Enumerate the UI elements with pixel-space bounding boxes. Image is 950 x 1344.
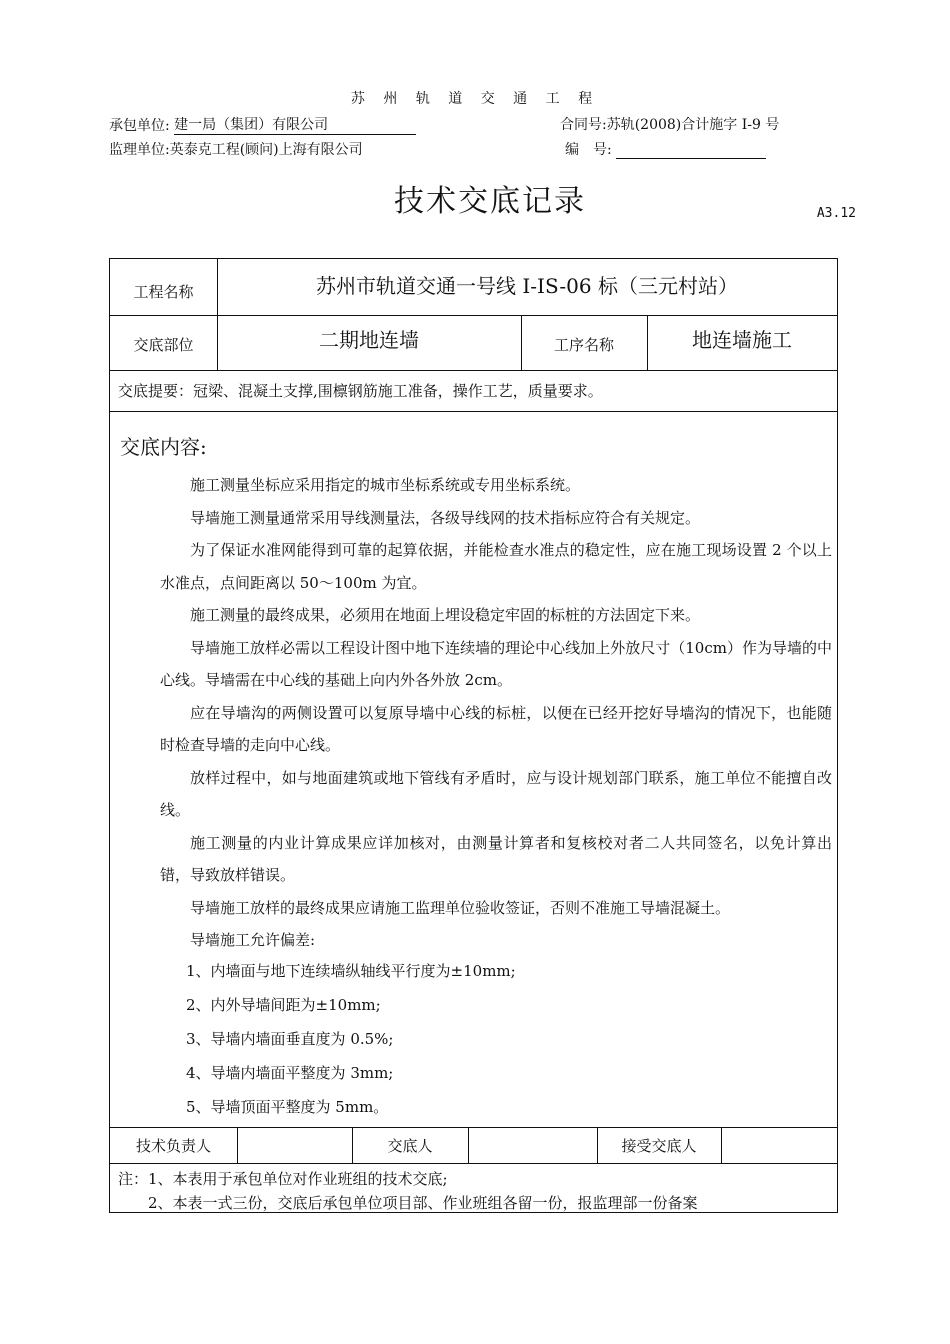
content-paragraph: 应在导墙沟的两侧设置可以复原导墙中心线的标桩，以便在已经开挖好导墙沟的情况下，也能随时检查导墙的走向中心线。 — [160, 703, 832, 754]
presenter-label: 交底人 — [387, 1136, 433, 1155]
contractor-line — [109, 114, 416, 135]
content-paragraph: 导墙施工测量通常采用导线测量法，各级导线网的技术指标应符合有关规定。 — [190, 508, 701, 527]
list-item: 5、导墙顶面平整度为 5mm。 — [186, 1098, 389, 1116]
project-name-value: 苏州市轨道交通一号线 I-IS-06 标（三元村站） — [316, 273, 738, 298]
content-paragraph: 施工测量的最终成果，必须用在地面上埋设稳定牢固的标桩的方法固定下来。 — [190, 606, 701, 624]
tolerance-list — [186, 954, 516, 1124]
contract-no-value: 苏轨(2008)合计施字 I-9 号 — [606, 117, 780, 133]
content-paragraph: 为了保证水准网能得到可靠的起算依据，并能检查水准点的稳定性，应在施工现场设置 2 个以上水准点，点间距离以 50～100m 为宜。 — [160, 541, 832, 592]
contractor-label: 承包单位: — [109, 118, 170, 134]
content-paragraph: 导墙施工允许偏差: — [190, 931, 316, 949]
contract-no-line — [560, 114, 779, 134]
note-line-2: 2、本表一式三份，交底后承包单位项目部、作业班组各留一份，报监理部一份备案 — [148, 1194, 698, 1212]
row-divider — [110, 1163, 837, 1164]
supervisor-value: 英泰克工程(顾问)上海有限公司 — [169, 142, 363, 158]
supervisor-label: 监理单位: — [109, 142, 170, 158]
content-paragraph: 放样过程中，如与地面建筑或地下管线有矛盾时，应与设计规划部门联系，施工单位不能擅自改线。 — [160, 768, 832, 819]
row-divider — [110, 411, 837, 412]
contractor-value: 建一局（集团）有限公司 — [174, 114, 416, 135]
list-item: 4、导墙内墙面平整度为 3mm; — [186, 1064, 394, 1082]
content-paragraph: 施工测量坐标应采用指定的城市坐标系统或专用坐标系统。 — [190, 476, 581, 494]
project-name-label: 工程名称 — [133, 282, 194, 301]
receiver-signature[interactable] — [721, 1127, 837, 1163]
supervisor-line — [109, 139, 363, 159]
serial-label: 编 号: — [565, 142, 612, 158]
form-code: A3.12 — [816, 206, 856, 221]
content-paragraph: 施工测量的内业计算成果应详加核对，由测量计算者和复核校对者二人共同签名，以免计算出错，导致放样错误。 — [160, 833, 832, 884]
process-label: 工序名称 — [553, 336, 614, 354]
presenter-signature[interactable] — [468, 1127, 597, 1163]
content-heading: 交底内容: — [120, 435, 207, 459]
disclosure-form — [109, 258, 838, 1213]
receiver-label: 接受交底人 — [621, 1136, 697, 1155]
serial-line — [565, 139, 766, 159]
content-paragraph: 导墙施工放样必需以工程设计图中地下连续墙的理论中心线加上外放尺寸（10cm）作为导墙的中心线。导墙需在中心线的基础上向内外各外放 2cm。 — [160, 638, 832, 689]
tech-lead-signature[interactable] — [237, 1127, 352, 1163]
document-title: 技术交底记录 — [394, 184, 586, 219]
content-paragraph: 导墙施工放样的最终成果应请施工监理单位验收签证，否则不准施工导墙混凝土。 — [190, 898, 731, 917]
contract-no-label: 合同号: — [560, 117, 607, 133]
content-body — [160, 469, 832, 957]
serial-value — [616, 142, 766, 159]
project-header: 苏 州 轨 道 交 通 工 程 — [350, 91, 600, 107]
note-line-1: 注：1、本表用于承包单位对作业班组的技术交底; — [118, 1170, 448, 1188]
list-item: 2、内外导墙间距为±10mm; — [186, 996, 381, 1014]
list-item: 3、导墙内墙面垂直度为 0.5%; — [186, 1030, 394, 1048]
summary-text: 交底提要：冠梁、混凝土支撑,围檩钢筋施工准备，操作工艺，质量要求。 — [118, 382, 603, 400]
list-item: 1、内墙面与地下连续墙纵轴线平行度为±10mm; — [186, 962, 516, 980]
process-value: 地连墙施工 — [692, 328, 792, 352]
tech-lead-label: 技术负责人 — [135, 1136, 211, 1155]
location-label: 交底部位 — [133, 336, 194, 354]
location-value: 二期地连墙 — [319, 328, 419, 352]
